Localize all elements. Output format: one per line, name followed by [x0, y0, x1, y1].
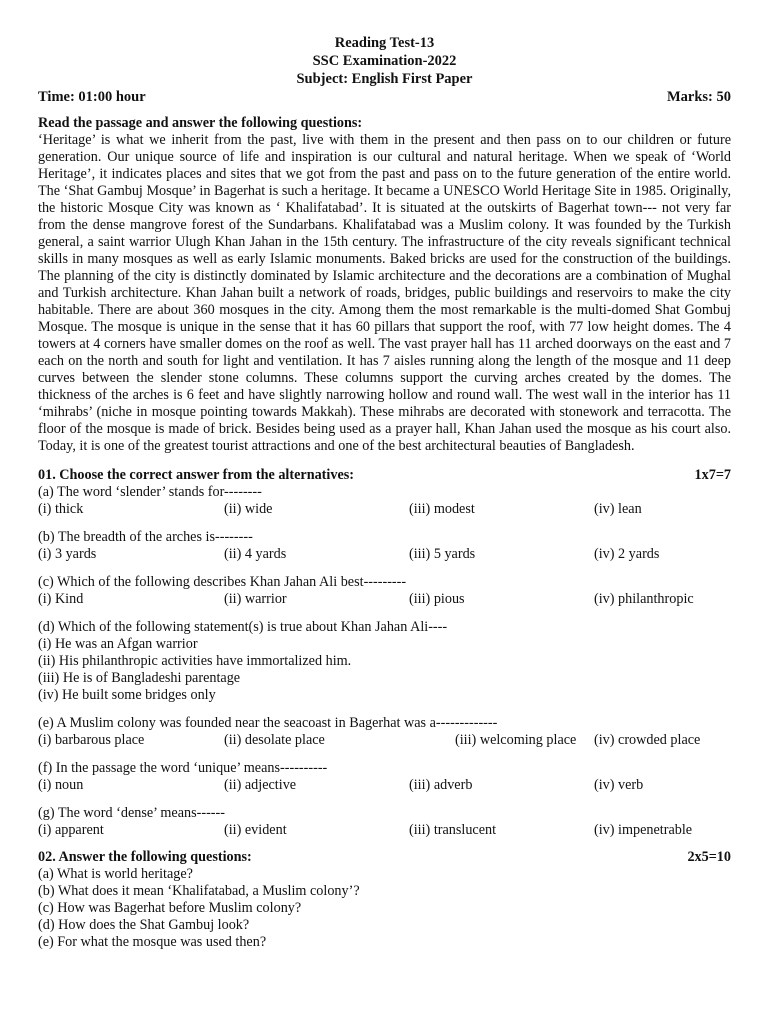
option: (iv) verb [594, 777, 644, 793]
time-label: Time: 01:00 hour [38, 89, 146, 105]
statement: (ii) His philanthropic activities have immortalized him. [38, 653, 352, 669]
time-marks-row [38, 88, 731, 106]
mcq-stem: (e) A Muslim colony was founded near the seacoast in Bagerhat was a------------- [38, 715, 498, 731]
mcq-stem: (f) In the passage the word ‘unique’ means---------- [38, 760, 328, 776]
option: (i) Kind [38, 591, 84, 607]
marks-label: Marks: 50 [666, 89, 731, 105]
option: (iii) modest [409, 501, 475, 517]
option: (i) barbarous place [38, 732, 145, 748]
mcq-options [38, 501, 731, 518]
mcq-item [38, 484, 731, 518]
option: (ii) 4 yards [224, 546, 287, 562]
mcq-item [38, 760, 731, 794]
option: (ii) desolate place [224, 732, 325, 748]
instruction: Read the passage and answer the following questions: [38, 115, 363, 131]
mcq-options [38, 777, 731, 794]
mcq-options [38, 822, 731, 839]
statement-list [38, 636, 731, 704]
option: (iv) philanthropic [594, 591, 694, 607]
q1-heading-row [38, 467, 731, 484]
q2-heading-row [38, 849, 731, 866]
question-item: (c) How was Bagerhat before Muslim colony? [38, 900, 302, 916]
mcq-stem: (c) Which of the following describes Khan Jahan Ali best--------- [38, 574, 407, 590]
statement: (iv) He built some bridges only [38, 687, 216, 703]
mcq-item [38, 574, 731, 608]
option: (ii) wide [224, 501, 273, 517]
mcq-stem: (d) Which of the following statement(s) is true about Khan Jahan Ali---- [38, 619, 448, 635]
mcq-item [38, 529, 731, 563]
option: (i) apparent [38, 822, 104, 838]
option: (iii) 5 yards [409, 546, 476, 562]
option: (iii) welcoming place [455, 732, 577, 748]
question-item: (b) What does it mean ‘Khalifatabad, a Muslim colony’? [38, 883, 360, 899]
q2-heading: 02. Answer the following questions: [38, 849, 252, 865]
mcq-options [38, 591, 731, 608]
mcq-item [38, 715, 731, 749]
question-item: (e) For what the mosque was used then? [38, 934, 267, 950]
q1-heading: 01. Choose the correct answer from the alternatives: [38, 467, 354, 483]
option: (iii) pious [409, 591, 465, 607]
q2-marks: 2x5=10 [687, 849, 731, 865]
option: (iv) crowded place [594, 732, 701, 748]
test-title: Reading Test-13 [334, 35, 435, 51]
option: (i) noun [38, 777, 84, 793]
statement: (iii) He is of Bangladeshi parentage [38, 670, 241, 686]
mcq-stem: (g) The word ‘dense’ means------ [38, 805, 225, 821]
mcq-item [38, 619, 731, 704]
option: (ii) evident [224, 822, 287, 838]
question-item: (d) How does the Shat Gambuj look? [38, 917, 250, 933]
option: (ii) adjective [224, 777, 297, 793]
option: (iv) lean [594, 501, 642, 517]
mcq-stem: (b) The breadth of the arches is-------- [38, 529, 253, 545]
statement: (i) He was an Afgan warrior [38, 636, 198, 652]
option: (i) thick [38, 501, 84, 517]
q1-items [38, 484, 731, 839]
q2-items [38, 866, 731, 951]
mcq-item [38, 805, 731, 839]
mcq-stem: (a) The word ‘slender’ stands for-------- [38, 484, 262, 500]
q1-marks: 1x7=7 [694, 467, 731, 483]
option: (iv) impenetrable [594, 822, 693, 838]
option: (i) 3 yards [38, 546, 97, 562]
mcq-options [38, 732, 731, 749]
passage-text: ‘Heritage’ is what we inherit from the past, live with them in the present and then pass on to our children or future generation. Our unique source of life and inspiration is our cultural and natural heritage. When we speak of ‘World Heritage’, it indicates places and sites that we got from the past and pass on to the future generation of the entire world. The ‘Shat Gambuj Mosque’ in Bagerhat is such a heritage. It became a UNESCO World Heritage Site in 1985. Originally, the historic Mosque City was known as ‘ Khalifatabad’. It is situated at the outskirts of Bagerhat town--- not very far from the dense mangrove forest of the Sundarbans. Khalifatabad was a Muslim colony. It was founded by the Turkish general, a saint warrior Ulugh Khan Jahan in the 15th century. The infrastructure of the city reveals significant technical skills in many mosques as well as early Islamic monuments. Baked bricks are used for the construction of the buildings. The planning of the city is distinctly dominated by Islamic architecture and the decorations are a combination of Mughal and Turkish architecture. Khan Jahan built a network of roads, bridges, public buildings and reservoirs to make the city habitable. There are about 360 mosques in the city. Among them the most remarkable is the multi-domed Shat Gombuj Mosque. The mosque is unique in the sense that it has 60 pillars that support the roof, with 77 low height domes. The 4 towers at 4 corners have smaller domes on the roof as well. The vast prayer hall has 11 arched doorways on the east and 7 each on the north and south for light and ventilation. It has 7 aisles running along the length of the mosque and 11 deep curves between the slender stone columns. These columns support the curving arches created by the domes. The thickness of the arches is 6 feet and have slightly narrowing hollow and round wall. The west wall in the interior has 11 ‘mihrabs’ (niche in mosque pointing towards Makkah). These mihrabs are decorated with stonework and terracotta. The floor of the mosque is made of brick. Besides being used as a prayer hall, Khan Jahan used the mosque as his court also. Today, it is one of the greatest tourist attractions and one of the best architectural beauties of Bangladesh. [38, 132, 731, 454]
option: (iii) translucent [409, 822, 497, 838]
option: (iii) adverb [409, 777, 473, 793]
exam-page [38, 34, 731, 951]
question-item: (a) What is world heritage? [38, 866, 193, 882]
subject-line: Subject: English First Paper [296, 71, 473, 87]
option: (ii) warrior [224, 591, 287, 607]
option: (iv) 2 yards [594, 546, 660, 562]
exam-name: SSC Examination-2022 [312, 53, 457, 69]
mcq-options [38, 546, 731, 563]
